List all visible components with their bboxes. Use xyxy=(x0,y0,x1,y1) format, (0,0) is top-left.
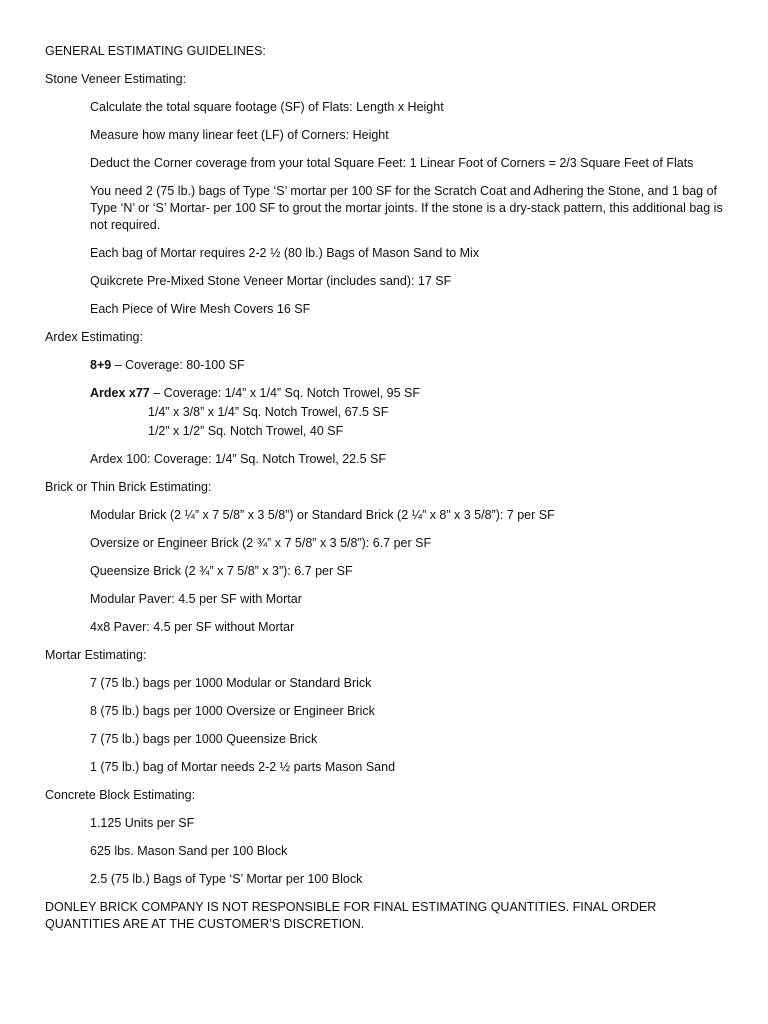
brick-heading: Brick or Thin Brick Estimating: xyxy=(45,480,212,494)
brick-item: Modular Brick (2 ¼” x 7 5/8” x 3 5/8”) or Standard Brick (2 ¼” x 8” x 3 5/8”): 7 per SF xyxy=(90,508,555,522)
disclaimer: DONLEY BRICK COMPANY IS NOT RESPONSIBLE FOR FINAL ESTIMATING QUANTITIES. FINAL ORDER QUANTITIES ARE AT THE CUSTOMER’S DISCRETION. xyxy=(45,900,657,931)
stone-item: Each Piece of Wire Mesh Covers 16 SF xyxy=(90,302,311,316)
stone-item: You need 2 (75 lb.) bags of Type ‘S’ mortar per 100 SF for the Scratch Coat and Adhering the Stone, and 1 bag of Type ‘N’ or ‘S’ Mortar- per 100 SF to grout the mortar joints. If the stone is a dry-stack pattern, this additional bag is not required. xyxy=(90,184,723,232)
brick-item: Queensize Brick (2 ¾” x 7 5/8” x 3”): 6.7 per SF xyxy=(90,564,353,578)
ardex-item-x77 xyxy=(90,385,725,402)
ardex-item-100: Ardex 100: Coverage: 1/4” Sq. Notch Trowel, 22.5 SF xyxy=(90,452,386,466)
ardex-heading: Ardex Estimating: xyxy=(45,330,143,344)
mortar-item: 1 (75 lb.) bag of Mortar needs 2-2 ½ parts Mason Sand xyxy=(90,760,396,774)
mortar-item: 7 (75 lb.) bags per 1000 Modular or Standard Brick xyxy=(90,676,372,690)
block-heading: Concrete Block Estimating: xyxy=(45,788,196,802)
brick-item: Modular Paver: 4.5 per SF with Mortar xyxy=(90,592,302,606)
brick-item: 4x8 Paver: 4.5 per SF without Mortar xyxy=(90,620,295,634)
ardex-x77-coverage-3: 1/2” x 1/2” Sq. Notch Trowel, 40 SF xyxy=(148,424,344,438)
document-page xyxy=(45,43,725,944)
document-title: GENERAL ESTIMATING GUIDELINES: xyxy=(45,44,266,58)
ardex-coverage: – Coverage: 1/4” x 1/4” Sq. Notch Trowel, 95 SF xyxy=(149,386,421,400)
ardex-product-name: Ardex x77 xyxy=(90,386,150,400)
stone-item: Quikcrete Pre-Mixed Stone Veneer Mortar (includes sand): 17 SF xyxy=(90,274,452,288)
block-item: 1.125 Units per SF xyxy=(90,816,195,830)
block-item: 625 lbs. Mason Sand per 100 Block xyxy=(90,844,288,858)
mortar-item: 8 (75 lb.) bags per 1000 Oversize or Engineer Brick xyxy=(90,704,375,718)
stone-item: Each bag of Mortar requires 2-2 ½ (80 lb.) Bags of Mason Sand to Mix xyxy=(90,246,480,260)
stone-item: Measure how many linear feet (LF) of Corners: Height xyxy=(90,128,389,142)
ardex-x77-coverage-2: 1/4” x 3/8” x 1/4” Sq. Notch Trowel, 67.5 SF xyxy=(148,405,389,419)
ardex-product-name: 8+9 xyxy=(90,358,112,372)
ardex-coverage: – Coverage: 80-100 SF xyxy=(111,358,245,372)
brick-item: Oversize or Engineer Brick (2 ¾” x 7 5/8” x 3 5/8”): 6.7 per SF xyxy=(90,536,432,550)
stone-item: Calculate the total square footage (SF) of Flats: Length x Height xyxy=(90,100,444,114)
stone-item: Deduct the Corner coverage from your total Square Feet: 1 Linear Foot of Corners = 2/3 Square Feet of Flats xyxy=(90,156,694,170)
block-item: 2.5 (75 lb.) Bags of Type ‘S’ Mortar per 100 Block xyxy=(90,872,363,886)
stone-veneer-heading: Stone Veneer Estimating: xyxy=(45,72,187,86)
mortar-heading: Mortar Estimating: xyxy=(45,648,147,662)
mortar-item: 7 (75 lb.) bags per 1000 Queensize Brick xyxy=(90,732,318,746)
ardex-item-8-9 xyxy=(90,357,725,374)
